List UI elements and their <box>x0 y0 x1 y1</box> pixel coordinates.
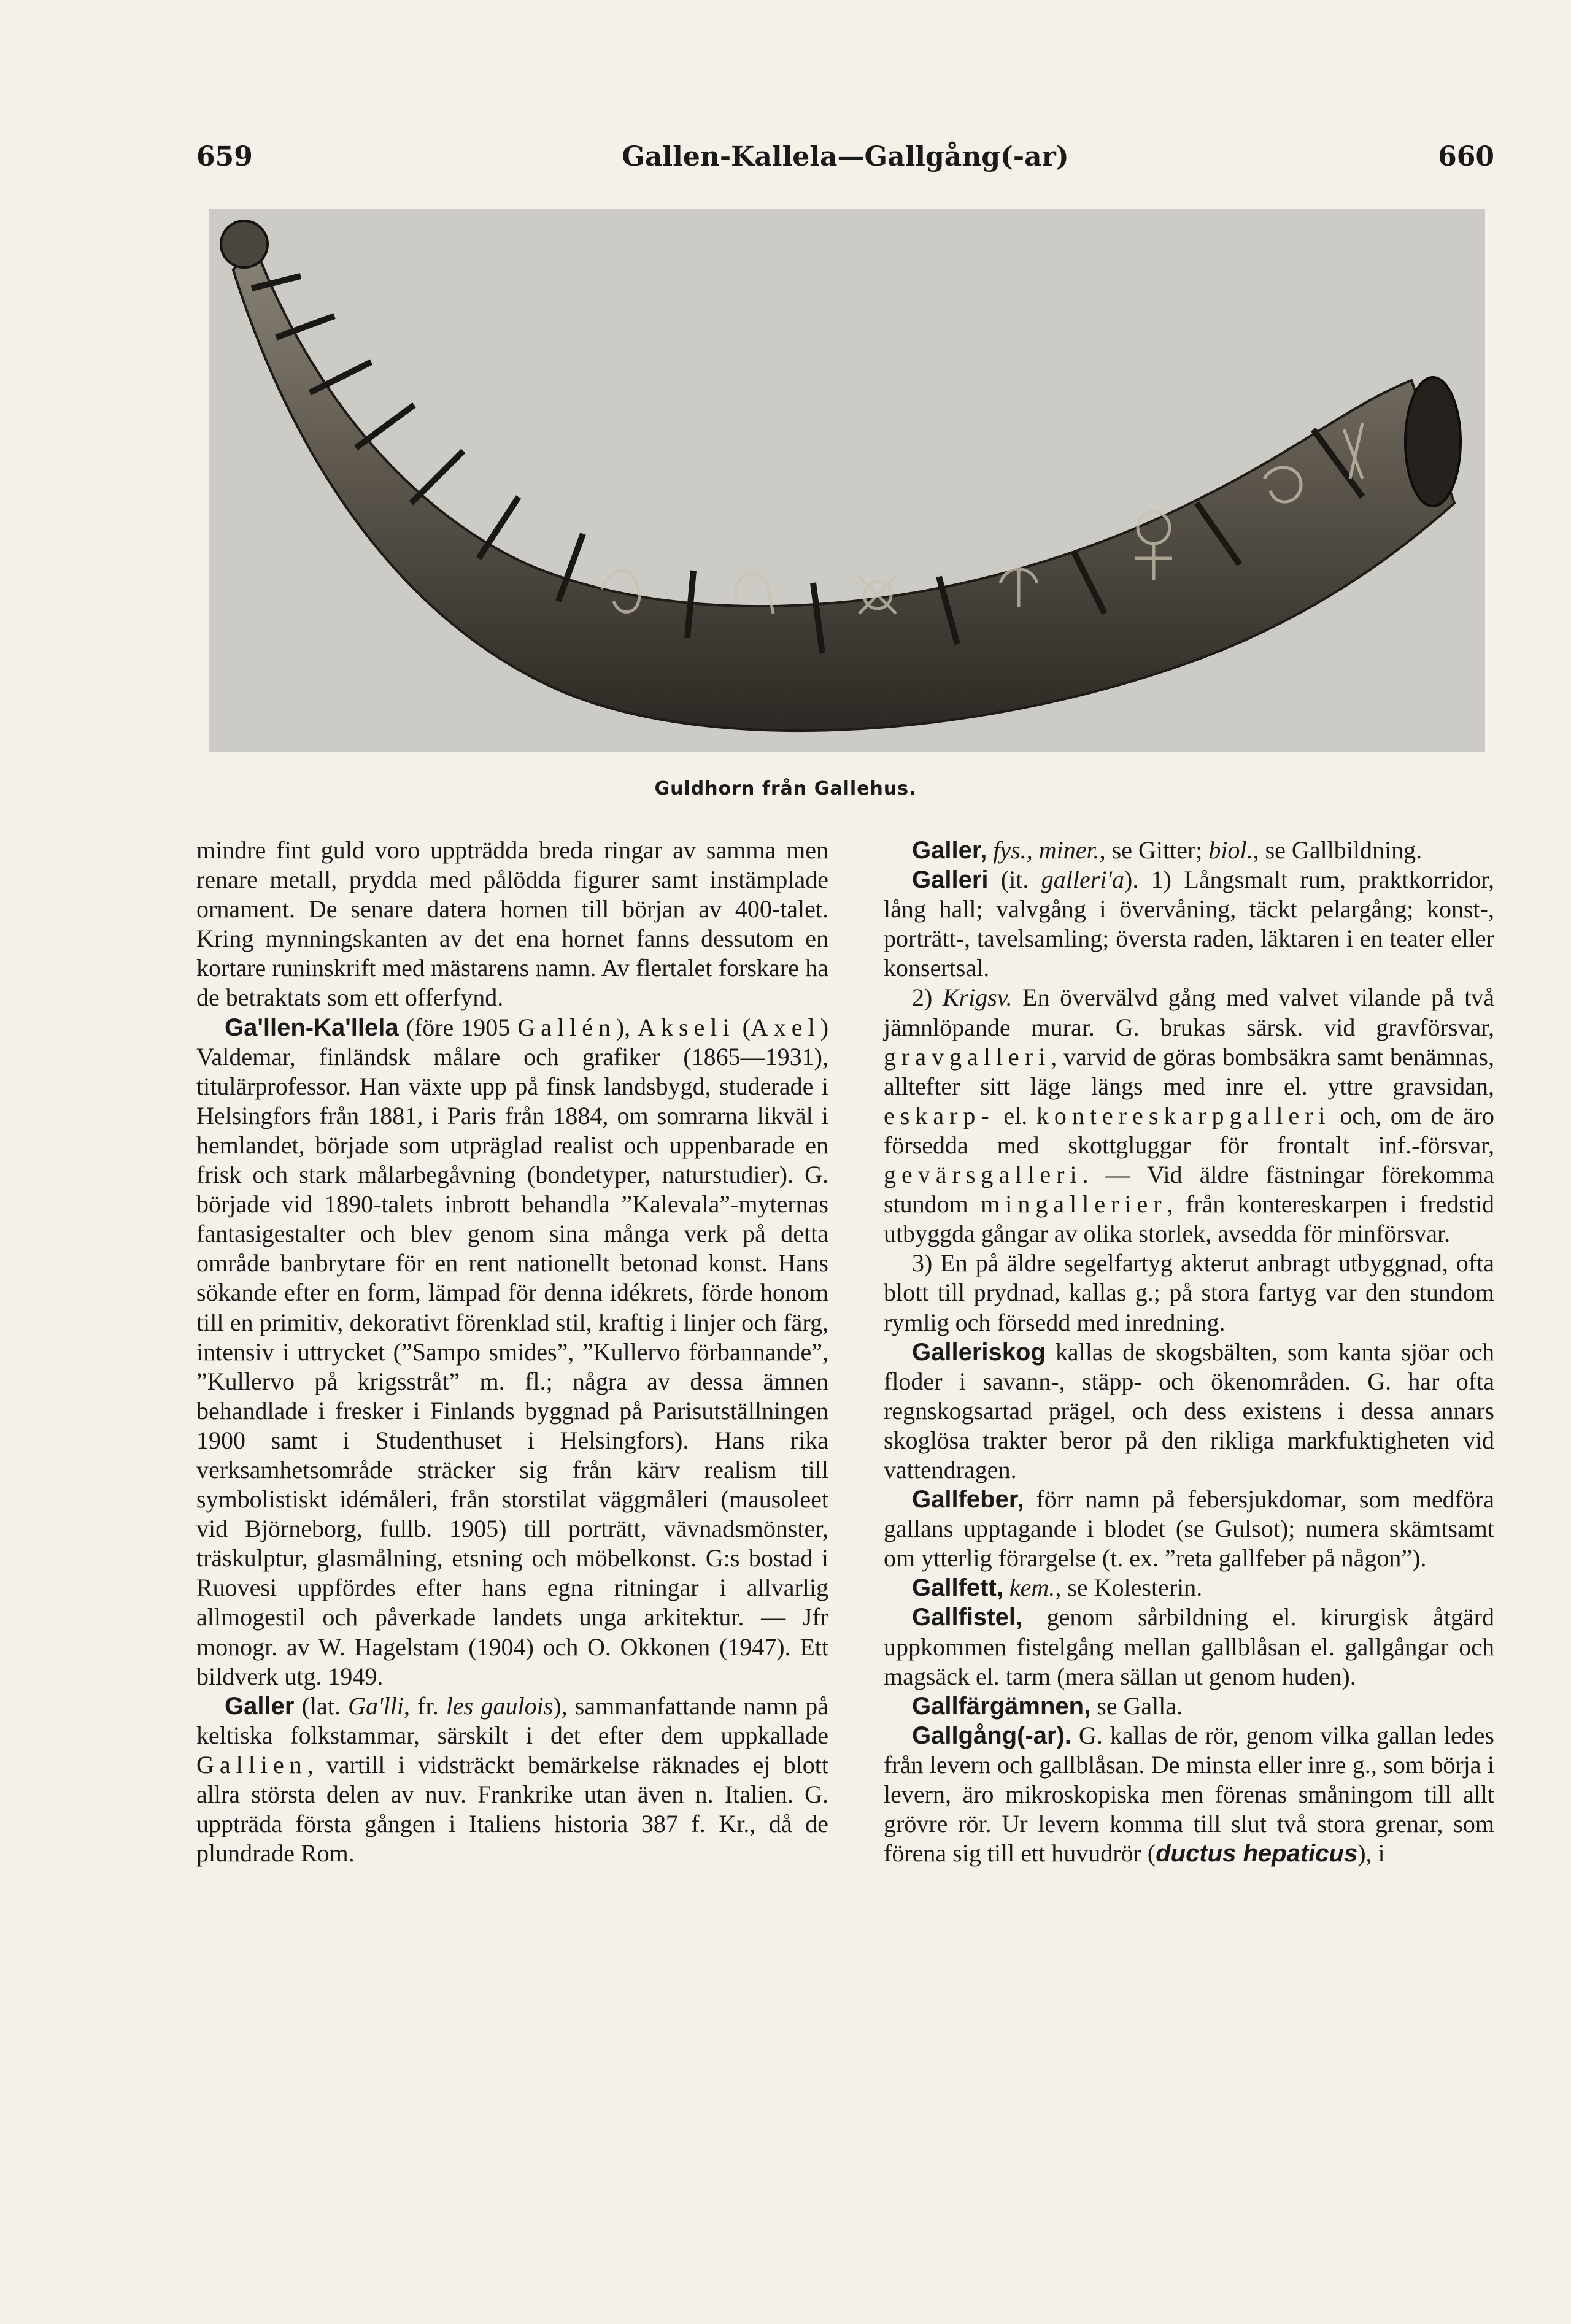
headword: Galleri <box>912 866 989 894</box>
entry-gallfistel: Gallfistel, genom sårbildning el. kirurgisk åtgärd uppkommen fistelgång mellan gallblåsan el. gallgångar och magsäck el. tarm (mera sällan ut genom huden). <box>884 1603 1494 1690</box>
horn-knob <box>221 221 268 267</box>
gold-horn-illustration <box>209 209 1485 752</box>
page-number-left: 659 <box>196 141 253 172</box>
right-column <box>884 836 1494 1868</box>
entry-galleri-sense-2: 2) Krigsv. En övervälvd gång med valvet vilande på två jämnlöpande murar. G. brukas särsk. vid gravförsvar, gravgalleri, varvid de göras bombsäkra samt benämnas, alltefter sitt läge längs med inre el. yttre gravsidan, eskarp- el. kontereskarpgalleri och, om de äro försedda med skottgluggar för frontalt inf.-försvar, gevärsgalleri. — Vid äldre fästningar förekomma stundom mingallerier, från kontereskarpen i fredstid utbyggda gångar av olika storlek, avsedda för minförsvar. <box>884 983 1495 1248</box>
headword: Gallfistel, <box>912 1604 1023 1631</box>
headword: Gallfett, <box>912 1574 1003 1602</box>
headword: Gallfeber, <box>912 1486 1024 1514</box>
entry-galleriskog: Galleriskog kallas de skogsbälten, som kanta sjöar och floder i savann-, stäpp- och ökenområden. G. har ofta regnskogsartad prägel, och dess existens i dessa annars skoglösa trakter beror på den rikliga markfuktigheten vid vattendragen. <box>884 1337 1494 1483</box>
headword: Ga'llen-Ka'llela <box>225 1014 399 1041</box>
page-number-right: 660 <box>1438 141 1494 172</box>
entry-gallen-kallela: Ga'llen-Ka'llela (före 1905 Gallén), Akseli (Axel) Valdemar, finländsk målare och grafiker (1865—1931), titulärprofessor. Han växte upp på finsk landsbygd, studerade i Helsingfors från 1881, i Paris från 1884, om somrarna likväl i hemlandet, började som utpräglad realist och uppenbarade en frisk och stark målarbegåvning (bondetyper, naturstudier). G. började vid 1890-talets inbrott behandla ”Kalevala”-myternas fantasigestalter och blev genom sina många verk på detta område banbrytare för en rent nationellt betonad konst. Hans sökande efter en form, lämpad för denna idékrets, förde honom till en primitiv, dekorativt förenklad stil, kraftig i linjer och färg, intensiv i uttrycket (”Sampo smides”, ”Kullervo förbannande”, ”Kullervo på krigsstråt” m. fl.; några av dessa ämnen behandlade i fresker i Finlands byggnad på Parisutställningen 1900 samt i Studenthuset i Helsingfors). Hans rika verksamhetsområde sträcker sig från kärv realism till symbolistiskt idémåleri, från storstilat väggmåleri (mausoleet vid Björneborg, fullb. 1905) till porträtt, vävnadsmönster, träskulptur, glasmålning, etsning och möbelkonst. G:s bostad i Ruovesi uppfördes efter hans egna ritningar i allvarlig allmogestil och påverkade landets unga arkitektur. — Jfr monogr. av W. Hagelstam (1904) och O. Okkonen (1947). Ett bildverk utg. 1949. <box>196 1013 829 1690</box>
entry-galleri-sense-3: 3) En på äldre segelfartyg akterut anbragt utbyggnad, ofta blott till prydnad, kallas g.; på stora fartyg var den stundom rymlig och försedd med inredning. <box>884 1249 1494 1336</box>
gold-horn-photograph <box>209 209 1485 752</box>
headword: Galler, <box>912 837 987 864</box>
horn-mouth <box>1405 377 1461 506</box>
figure-caption: Guldhorn från Gallehus. <box>654 778 917 799</box>
entry-galler-2: Galler, fys., miner., se Gitter; biol., se Gallbildning. <box>912 836 1422 864</box>
entry-gallfett: Gallfett, kem., se Kolesterin. <box>912 1574 1203 1602</box>
entry-continuation: mindre fint guld voro uppträdda breda ringar av samma men renare metall, prydda med pålödda figurer samt instämplade ornament. De senare datera hornen till början av 400-talet. Kring mynningskanten av det ena hornet fanns dessutom en kortare runinskrift med mästarens namn. Av flertalet forskare ha de betraktats som ett offerfynd. <box>196 836 828 1012</box>
running-title: Gallen-Kallela—Gallgång(-ar) <box>622 141 1069 172</box>
entry-gallfeber: Gallfeber, förr namn på febersjukdomar, som medföra gallans upptagande i blodet (se Gulsot); numera skämtsamt om ytterlig förargelse (t. ex. ”reta gallfeber på någon”). <box>884 1485 1494 1572</box>
page-header <box>196 141 1494 184</box>
left-column <box>196 836 828 1868</box>
headword: Galler <box>225 1692 295 1720</box>
entry-gallgang: Gallgång(-ar). G. kallas de rör, genom vilka gallan ledes från levern och gallblåsan. De minsta eller inre g., som börja i levern, äro mikroskopiska men förenas småningom till allt grövre rör. Ur levern komma till slut två stora grenar, som förena sig till ett huvudrör (ductus hepaticus), i <box>884 1721 1494 1868</box>
headword: Gallfärgämnen, <box>912 1692 1091 1720</box>
headword: Gallgång(-ar). <box>912 1722 1072 1749</box>
entry-galler: Galler (lat. Ga'lli, fr. les gaulois), sammanfattande namn på keltiska folkstammar, särskilt i det efter dem uppkallade Gallien, vartill i vidsträckt bemärkelse räknades ej blott allra största delen av nuv. Frankrike utan även n. Italien. G. uppträda första gången i Italiens historia 387 f. Kr., då de plundrade Rom. <box>196 1691 828 1868</box>
entry-gallfargamnen: Gallfärgämnen, se Galla. <box>912 1691 1183 1720</box>
entry-galleri: Galleri (it. galleri'a). 1) Långsmalt rum, praktkorridor, lång hall; valvgång i övervåning, täckt pelargång; konst-, porträtt-, tavelsamling; översta raden, läktaren i en teater eller konsertsal. <box>884 866 1494 982</box>
headword: Galleriskog <box>912 1338 1046 1366</box>
